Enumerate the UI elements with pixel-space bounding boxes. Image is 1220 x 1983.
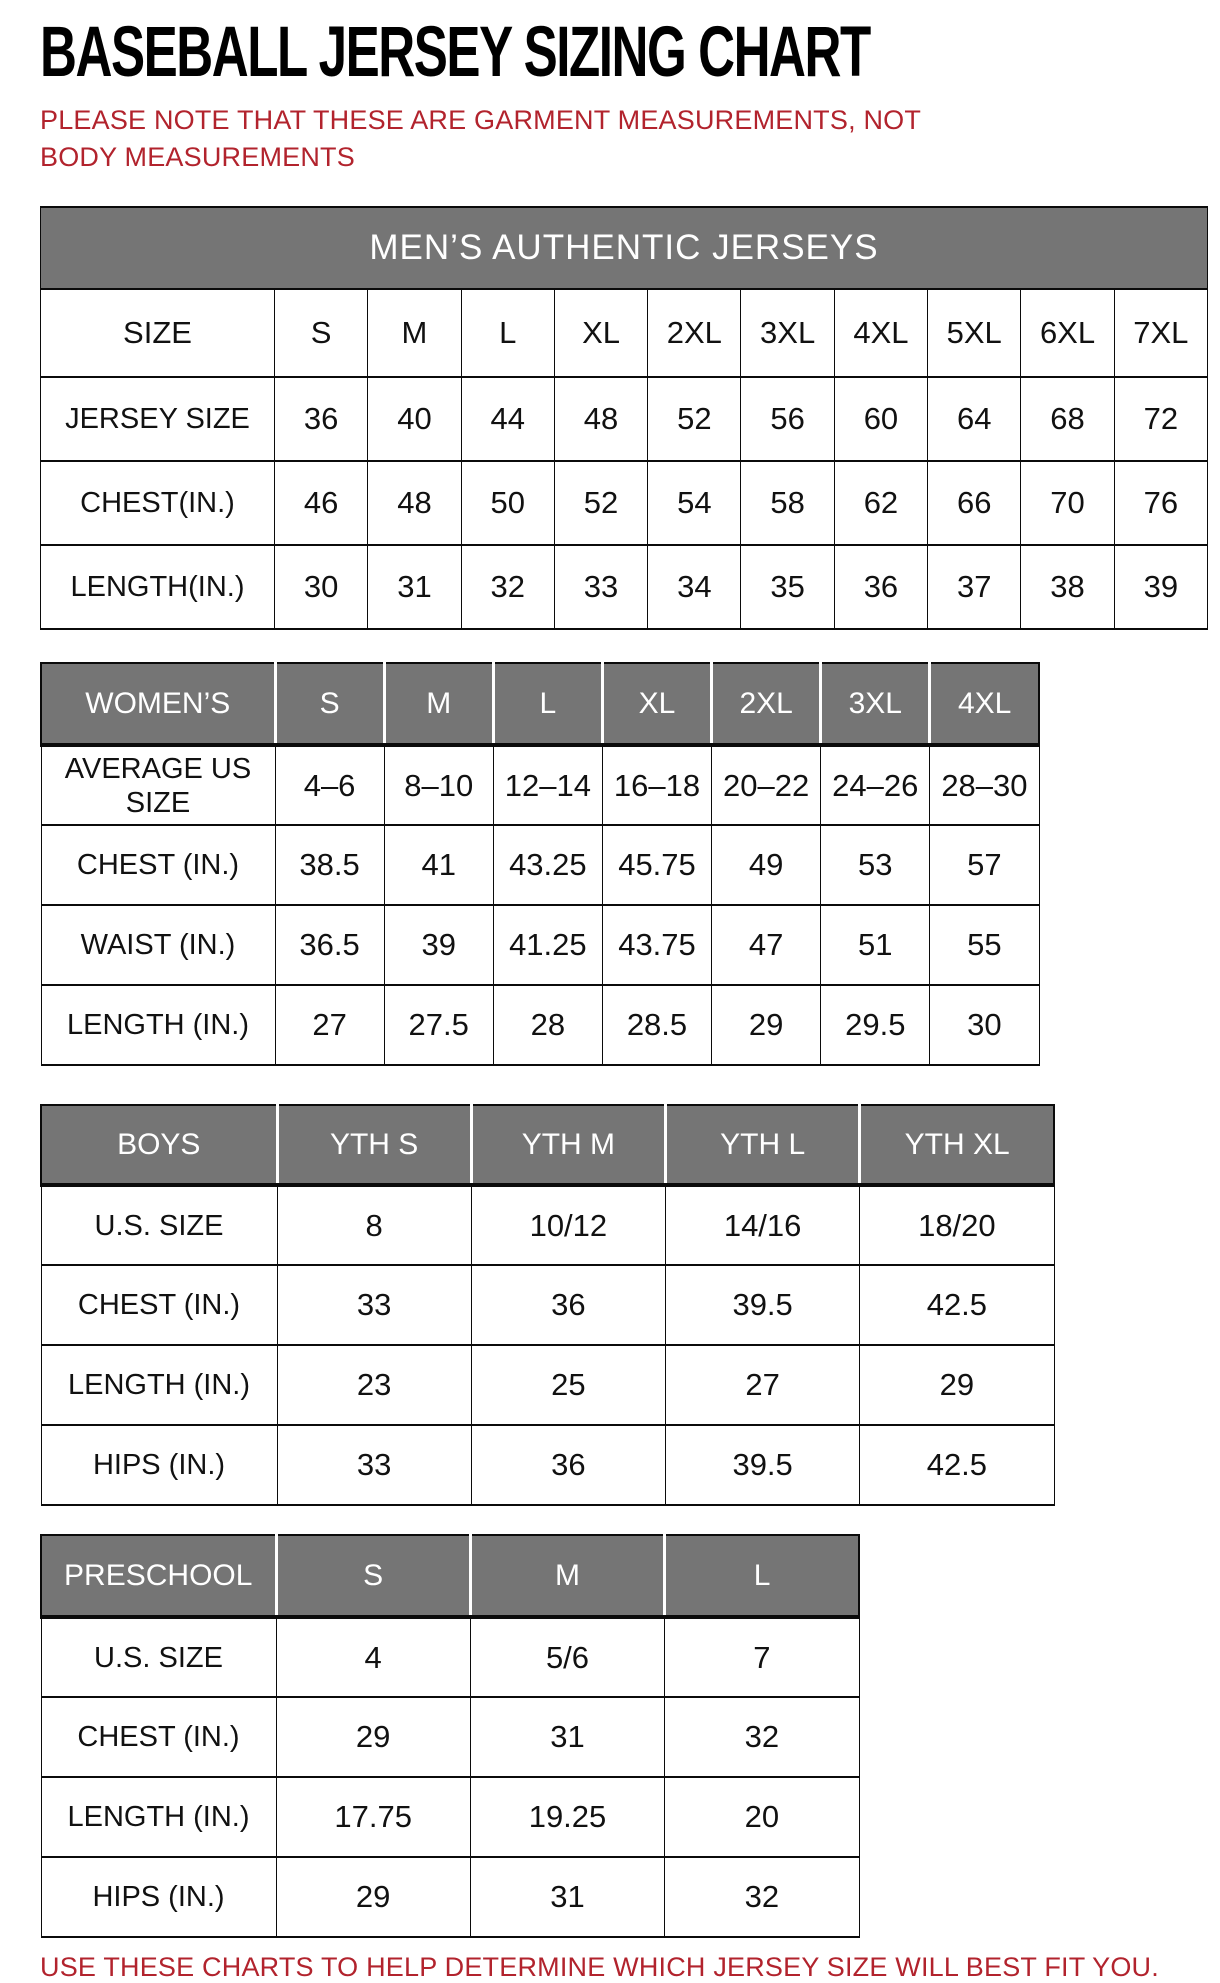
- mens-jersey-size-s: 36: [275, 377, 368, 461]
- womens-length-in-4xl: 30: [930, 985, 1039, 1065]
- mens-jersey-size-7xl: 72: [1114, 377, 1207, 461]
- womens-label-length-in: LENGTH (IN.): [41, 985, 275, 1065]
- mens-jersey-size-4xl: 60: [834, 377, 927, 461]
- preschool-u-s-size-s: 4: [276, 1617, 470, 1697]
- womens-average-us-size-2xl: 20–22: [712, 745, 821, 825]
- womens-label-waist-in: WAIST (IN.): [41, 905, 275, 985]
- preschool-label-length-in: LENGTH (IN.): [41, 1777, 276, 1857]
- boys-length-in-yth-m: 25: [471, 1345, 665, 1425]
- mens-length-in-7xl: 39: [1114, 545, 1207, 629]
- womens-header-4xl: 4XL: [930, 663, 1039, 745]
- mens-chest-in-m: 48: [368, 461, 461, 545]
- preschool-length-in-m: 19.25: [470, 1777, 664, 1857]
- boys-label-length-in: LENGTH (IN.): [41, 1345, 277, 1425]
- mens-chest-in-3xl: 58: [741, 461, 834, 545]
- boys-sizing-table: [40, 1104, 1055, 1506]
- womens-header-s: S: [275, 663, 384, 745]
- womens-chest-in-l: 43.25: [493, 825, 602, 905]
- womens-header-3xl: 3XL: [821, 663, 930, 745]
- mens-row-chest-in: [41, 461, 1208, 545]
- preschool-row-chest-in: [41, 1697, 859, 1777]
- preschool-chest-in-s: 29: [276, 1697, 470, 1777]
- womens-row-average-us-size: [41, 745, 1039, 825]
- womens-chest-in-s: 38.5: [275, 825, 384, 905]
- mens-header-7xl: 7XL: [1114, 289, 1207, 377]
- mens-chest-in-2xl: 54: [648, 461, 741, 545]
- mens-header-m: M: [368, 289, 461, 377]
- womens-average-us-size-s: 4–6: [275, 745, 384, 825]
- womens-length-in-2xl: 29: [712, 985, 821, 1065]
- preschool-row-u-s-size: [41, 1617, 859, 1697]
- womens-length-in-l: 28: [493, 985, 602, 1065]
- mens-jersey-size-2xl: 52: [648, 377, 741, 461]
- boys-row-hips-in: [41, 1425, 1054, 1505]
- boys-header-yth-l: YTH L: [666, 1105, 860, 1185]
- preschool-hips-in-m: 31: [470, 1857, 664, 1937]
- mens-header-6xl: 6XL: [1021, 289, 1114, 377]
- womens-header-m: M: [384, 663, 493, 745]
- page-title: [40, 13, 1220, 92]
- womens-row-length-in: [41, 985, 1039, 1065]
- boys-label-u-s-size: U.S. SIZE: [41, 1185, 277, 1265]
- preschool-header-preschool: PRESCHOOL: [41, 1535, 276, 1617]
- mens-header-size: SIZE: [41, 289, 275, 377]
- womens-header-2xl: 2XL: [712, 663, 821, 745]
- preschool-hips-in-s: 29: [276, 1857, 470, 1937]
- mens-chest-in-xl: 52: [554, 461, 647, 545]
- womens-waist-in-2xl: 47: [712, 905, 821, 985]
- boys-u-s-size-yth-m: 10/12: [471, 1185, 665, 1265]
- boys-row-u-s-size: [41, 1185, 1054, 1265]
- mens-label-length-in: LENGTH(IN.): [41, 545, 275, 629]
- mens-header-4xl: 4XL: [834, 289, 927, 377]
- mens-length-in-6xl: 38: [1021, 545, 1114, 629]
- boys-chest-in-yth-l: 39.5: [666, 1265, 860, 1345]
- mens-table-caption: MEN’S AUTHENTIC JERSEYS: [41, 207, 1208, 289]
- boys-chest-in-yth-m: 36: [471, 1265, 665, 1345]
- womens-sizing-table: [40, 662, 1040, 1066]
- preschool-length-in-s: 17.75: [276, 1777, 470, 1857]
- preschool-u-s-size-m: 5/6: [470, 1617, 664, 1697]
- mens-length-in-5xl: 37: [928, 545, 1021, 629]
- womens-length-in-xl: 28.5: [602, 985, 711, 1065]
- womens-waist-in-4xl: 55: [930, 905, 1039, 985]
- mens-jersey-size-xl: 48: [554, 377, 647, 461]
- mens-label-jersey-size: JERSEY SIZE: [41, 377, 275, 461]
- womens-length-in-s: 27: [275, 985, 384, 1065]
- preschool-sizing-table: [40, 1534, 860, 1938]
- preschool-label-u-s-size: U.S. SIZE: [41, 1617, 276, 1697]
- mens-authentic-jerseys-table: [40, 206, 1208, 630]
- womens-chest-in-m: 41: [384, 825, 493, 905]
- boys-chest-in-yth-xl: 42.5: [860, 1265, 1054, 1345]
- womens-average-us-size-l: 12–14: [493, 745, 602, 825]
- womens-header-l: L: [493, 663, 602, 745]
- boys-u-s-size-yth-s: 8: [277, 1185, 471, 1265]
- mens-row-jersey-size: [41, 377, 1208, 461]
- boys-label-hips-in: HIPS (IN.): [41, 1425, 277, 1505]
- mens-jersey-size-5xl: 64: [928, 377, 1021, 461]
- preschool-hips-in-l: 32: [665, 1857, 859, 1937]
- preschool-row-length-in: [41, 1777, 859, 1857]
- boys-hips-in-yth-l: 39.5: [666, 1425, 860, 1505]
- boys-hips-in-yth-s: 33: [277, 1425, 471, 1505]
- preschool-chest-in-l: 32: [665, 1697, 859, 1777]
- footer-text: USE THESE CHARTS TO HELP DETERMINE WHICH JERSEY SIZE WILL BEST FIT YOU.: [40, 1952, 1159, 1982]
- womens-chest-in-xl: 45.75: [602, 825, 711, 905]
- preschool-length-in-l: 20: [665, 1777, 859, 1857]
- boys-u-s-size-yth-xl: 18/20: [860, 1185, 1054, 1265]
- boys-hips-in-yth-m: 36: [471, 1425, 665, 1505]
- womens-average-us-size-xl: 16–18: [602, 745, 711, 825]
- mens-length-in-4xl: 36: [834, 545, 927, 629]
- womens-row-waist-in: [41, 905, 1039, 985]
- mens-length-in-l: 32: [461, 545, 554, 629]
- preschool-header-m: M: [470, 1535, 664, 1617]
- boys-header-yth-xl: YTH XL: [860, 1105, 1054, 1185]
- mens-row-length-in: [41, 545, 1208, 629]
- mens-jersey-size-m: 40: [368, 377, 461, 461]
- womens-waist-in-m: 39: [384, 905, 493, 985]
- preschool-row-hips-in: [41, 1857, 859, 1937]
- mens-chest-in-6xl: 70: [1021, 461, 1114, 545]
- boys-header-yth-m: YTH M: [471, 1105, 665, 1185]
- mens-length-in-2xl: 34: [648, 545, 741, 629]
- mens-header-l: L: [461, 289, 554, 377]
- mens-header-2xl: 2XL: [648, 289, 741, 377]
- womens-row-chest-in: [41, 825, 1039, 905]
- womens-length-in-m: 27.5: [384, 985, 493, 1065]
- mens-jersey-size-6xl: 68: [1021, 377, 1114, 461]
- mens-length-in-s: 30: [275, 545, 368, 629]
- womens-label-average-us-size: AVERAGE US SIZE: [41, 745, 275, 825]
- womens-header-xl: XL: [602, 663, 711, 745]
- womens-waist-in-s: 36.5: [275, 905, 384, 985]
- garment-note-text: PLEASE NOTE THAT THESE ARE GARMENT MEASUREMENTS, NOT BODY MEASUREMENTS: [40, 105, 921, 172]
- boys-chest-in-yth-s: 33: [277, 1265, 471, 1345]
- mens-jersey-size-3xl: 56: [741, 377, 834, 461]
- mens-header-5xl: 5XL: [928, 289, 1021, 377]
- mens-length-in-xl: 33: [554, 545, 647, 629]
- preschool-header-l: L: [665, 1535, 859, 1617]
- womens-chest-in-4xl: 57: [930, 825, 1039, 905]
- mens-length-in-3xl: 35: [741, 545, 834, 629]
- preschool-header-s: S: [276, 1535, 470, 1617]
- mens-chest-in-l: 50: [461, 461, 554, 545]
- boys-header-yth-s: YTH S: [277, 1105, 471, 1185]
- page-title-text: BASEBALL JERSEY SIZING CHART: [40, 13, 870, 92]
- mens-header-s: S: [275, 289, 368, 377]
- womens-chest-in-2xl: 49: [712, 825, 821, 905]
- mens-chest-in-5xl: 66: [928, 461, 1021, 545]
- mens-chest-in-4xl: 62: [834, 461, 927, 545]
- boys-u-s-size-yth-l: 14/16: [666, 1185, 860, 1265]
- boys-length-in-yth-xl: 29: [860, 1345, 1054, 1425]
- mens-jersey-size-l: 44: [461, 377, 554, 461]
- preschool-u-s-size-l: 7: [665, 1617, 859, 1697]
- womens-label-chest-in: CHEST (IN.): [41, 825, 275, 905]
- womens-header-women-s: WOMEN’S: [41, 663, 275, 745]
- mens-length-in-m: 31: [368, 545, 461, 629]
- womens-waist-in-xl: 43.75: [602, 905, 711, 985]
- preschool-label-chest-in: CHEST (IN.): [41, 1697, 276, 1777]
- preschool-chest-in-m: 31: [470, 1697, 664, 1777]
- mens-label-chest-in: CHEST(IN.): [41, 461, 275, 545]
- boys-length-in-yth-l: 27: [666, 1345, 860, 1425]
- mens-chest-in-7xl: 76: [1114, 461, 1207, 545]
- womens-average-us-size-m: 8–10: [384, 745, 493, 825]
- womens-average-us-size-4xl: 28–30: [930, 745, 1039, 825]
- mens-chest-in-s: 46: [275, 461, 368, 545]
- womens-length-in-3xl: 29.5: [821, 985, 930, 1065]
- preschool-label-hips-in: HIPS (IN.): [41, 1857, 276, 1937]
- mens-header-3xl: 3XL: [741, 289, 834, 377]
- mens-header-xl: XL: [554, 289, 647, 377]
- boys-hips-in-yth-xl: 42.5: [860, 1425, 1054, 1505]
- boys-header-boys: BOYS: [41, 1105, 277, 1185]
- womens-chest-in-3xl: 53: [821, 825, 930, 905]
- boys-length-in-yth-s: 23: [277, 1345, 471, 1425]
- womens-waist-in-3xl: 51: [821, 905, 930, 985]
- womens-average-us-size-3xl: 24–26: [821, 745, 930, 825]
- womens-waist-in-l: 41.25: [493, 905, 602, 985]
- boys-label-chest-in: CHEST (IN.): [41, 1265, 277, 1345]
- boys-row-chest-in: [41, 1265, 1054, 1345]
- boys-row-length-in: [41, 1345, 1054, 1425]
